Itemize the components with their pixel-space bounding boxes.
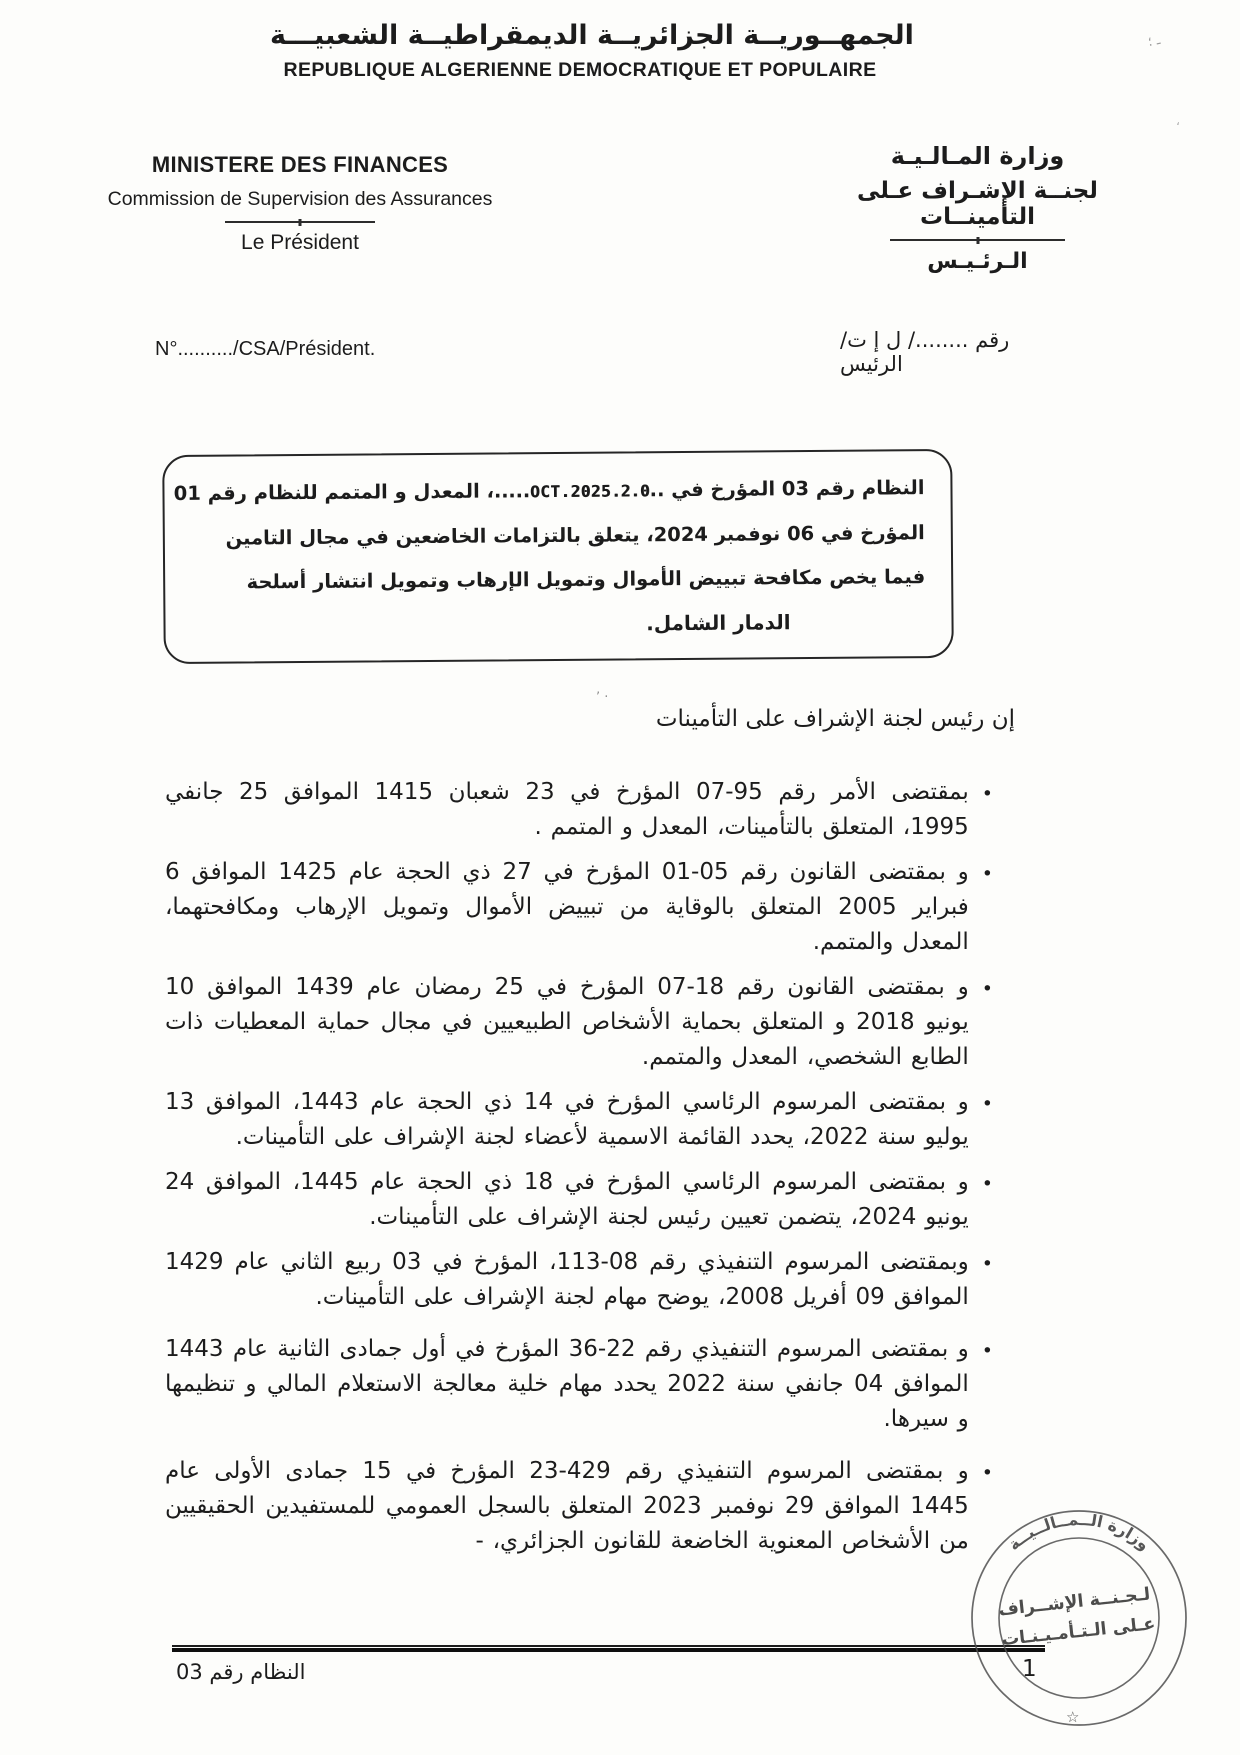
commission-name-arabic: لجنــة الإشـراف عـلى التأمينــات — [857, 178, 1098, 230]
stamp-center-text — [998, 1584, 1157, 1650]
letterhead-arabic — [805, 142, 1150, 274]
bullet-icon: • — [981, 1340, 993, 1362]
list-item — [165, 1454, 993, 1559]
country-title-french: REPUBLIQUE ALGERIENNE DEMOCRATIQUE ET POPULAIRE — [283, 59, 877, 81]
visa-text: و بمقتضى المرسوم التنفيذي رقم 22-36 المؤرخ في أول جمادى الثانية عام 1443 الموافق 04 جانفي سنة 2022 يحدد مهام خلية معالجة الاستعلام المالي و تنظيمها و سيرها. — [165, 1336, 969, 1432]
preamble-intro: إن رئيس لجنة الإشراف على التأمينات — [655, 706, 1015, 732]
date-stamp: 2.0.OCT.2025 — [529, 481, 650, 502]
visa-text: و بمقتضى المرسوم التنفيذي رقم 429-23 المؤرخ في 15 جمادى الأولى عام 1445 الموافق 29 نوفمبر 2023 المتعلق بالسجل العمومي للمستفيدين الحقيقيين من الأشخاص المعنوية الخاضعة للقانون الجزائري، - — [165, 1458, 969, 1554]
bullet-icon: • — [981, 863, 993, 885]
president-title-french: Le Président — [241, 231, 359, 254]
list-item — [165, 1085, 993, 1155]
bullet-icon: • — [981, 1173, 993, 1195]
bullet-icon: • — [981, 1253, 993, 1275]
scan-artifact: ـ ؛ — [1146, 32, 1162, 51]
visa-text: و بمقتضى القانون رقم 05-01 المؤرخ في 27 ذي الحجة عام 1425 الموافق 6 فبراير 2005 المتعلق بالوقاية من تبييض الأموال وتمويل الإرهاب ومكافحتهما، المعدل والمتمم. — [165, 859, 969, 955]
president-title-arabic: الـرئـيـس — [927, 249, 1028, 274]
stamp-star-icon: ☆ — [1066, 1708, 1080, 1726]
footer-document-reference: النظام رقم 03 — [176, 1660, 306, 1684]
bullet-icon: • — [981, 978, 993, 1000]
list-item — [165, 1332, 993, 1437]
title-line-1 — [173, 466, 925, 517]
visa-text: بمقتضى الأمر رقم 95-07 المؤرخ في 23 شعبان 1415 الموافق 25 جانفي 1995، المتعلق بالتأمينات، المعدل و المتمم . — [165, 779, 969, 840]
scan-artifact: ٬ · — [596, 690, 609, 705]
bullet-icon: • — [981, 783, 993, 805]
stamp-commission-line2: عـلى الـتـأمـيـنـات — [1000, 1614, 1157, 1651]
title-line-1-post: .....، المعدل و المتمم للنظام رقم 01 — [173, 479, 531, 506]
title-line-3: فيما يخص مكافحة تبييض الأموال وتمويل الإرهاب وتمويل انتشار أسلحة — [246, 565, 926, 594]
stamp-arc-text: وزارة الــمــالــيــة — [1004, 1509, 1154, 1555]
national-header — [0, 20, 1240, 82]
visa-text: وبمقتضى المرسوم التنفيذي رقم 08-113، المؤرخ في 03 ربيع الثاني عام 1429 الموافق 09 أفريل 2008، يوضح مهام لجنة الإشراف على التأمينات. — [165, 1249, 969, 1310]
list-item — [165, 1165, 993, 1235]
ministry-name-french: MINISTERE DES FINANCES — [151, 152, 449, 177]
visa-list — [165, 775, 993, 1569]
stamp-commission-line1: لـجـنــة الإشــراف — [997, 1584, 1152, 1621]
title-line-1-pre: النظام رقم 03 المؤرخ في .. — [649, 476, 925, 502]
scan-artifact: ، — [1176, 114, 1180, 128]
list-item — [165, 970, 993, 1075]
list-item — [165, 1245, 993, 1315]
title-line-2: المؤرخ في 06 نوفمبر 2024، يتعلق بالتزامات الخاضعين في مجال التامين — [225, 521, 925, 550]
page-number: 1 — [1022, 1656, 1037, 1682]
bullet-icon: • — [981, 1462, 993, 1484]
footer-rule — [172, 1645, 1045, 1652]
visa-text: و بمقتضى القانون رقم 18-07 المؤرخ في 25 رمضان عام 1439 الموافق 10 يونيو 2018 و المتعلق بحماية الأشخاص الطبيعيين في مجال حماية المعطيات ذات الطابع الشخصي، المعدل والمتمم. — [165, 974, 969, 1070]
commission-name-french: Commission de Supervision des Assurances — [107, 188, 493, 210]
visa-text: و بمقتضى المرسوم الرئاسي المؤرخ في 18 ذي الحجة عام 1445، الموافق 24 يونيو 2024، يتضمن تعيين رئيس لجنة الإشراف على التأمينات. — [165, 1169, 969, 1230]
visa-text: و بمقتضى المرسوم الرئاسي المؤرخ في 14 ذي الحجة عام 1443، الموافق 13 يوليو سنة 2022، يحدد القائمة الاسمية لأعضاء لجنة الإشراف على التأمينات. — [165, 1089, 969, 1150]
official-stamp — [962, 1500, 1198, 1755]
bullet-icon: • — [981, 1093, 993, 1115]
country-title-arabic: الجمهــوريــة الجزائريــة الديمقراطيــة الشعبيـــة — [270, 20, 914, 51]
list-item — [165, 775, 993, 845]
letterhead-divider — [225, 221, 375, 223]
list-item — [165, 855, 993, 960]
ministry-name-arabic: وزارة المـالـيـة — [890, 142, 1065, 170]
reference-number-french: N°........../CSA/Président. — [155, 338, 376, 360]
letterhead-divider — [890, 239, 1065, 241]
regulation-title-box — [162, 449, 954, 664]
reference-number-arabic: رقم ......../ ل إ ت/الرئيس — [840, 328, 1010, 376]
title-line-4: الدمار الشامل. — [646, 610, 791, 636]
letterhead-french — [75, 152, 525, 255]
